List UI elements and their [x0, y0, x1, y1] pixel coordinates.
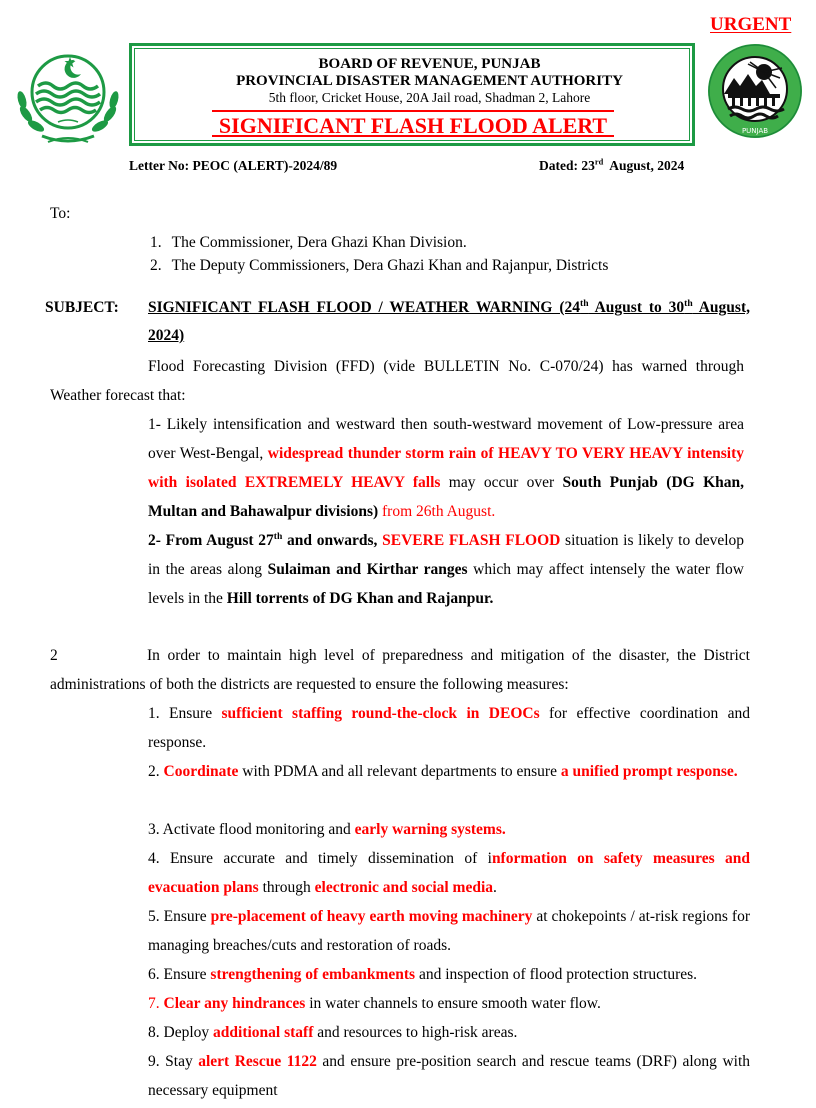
highlight-red: early warning systems. — [354, 821, 506, 838]
recipient-item — [150, 234, 467, 252]
org-line-pdma: PROVINCIAL DISASTER MANAGEMENT AUTHORITY — [236, 73, 623, 89]
recipient-text: The Commissioner, Dera Ghazi Khan Division. — [171, 234, 467, 251]
recipient-item — [150, 257, 608, 275]
text-run: 5. Ensure — [148, 908, 211, 925]
text-bold: and onwards, — [282, 532, 383, 549]
subject-sup: th — [684, 297, 693, 309]
date-day: Dated: 23 — [539, 158, 595, 173]
text-run: . — [493, 879, 497, 896]
section-2-line: administrations of both the districts are requested to ensure the following measures: — [50, 676, 569, 693]
intro-paragraph — [50, 352, 744, 410]
measure-item-8 — [148, 1018, 750, 1047]
section-2-paragraph — [50, 641, 750, 699]
date-ordinal: rd — [594, 157, 604, 167]
subject-part: August, 2024) — [148, 299, 750, 344]
text-bold: Sulaiman and Kirthar ranges — [267, 561, 468, 578]
date-month-year: August, 2024 — [603, 158, 685, 173]
highlight-red: nformation on safety measures and evacuation plans — [148, 850, 750, 896]
subject-label: SUBJECT: — [45, 299, 119, 316]
highlight-red: pre-placement of heavy earth moving machinery — [210, 908, 533, 925]
highlight-red: sufficient staffing round-the-clock in DEOCs — [221, 705, 540, 722]
section-2-line: In order to maintain high level of preparedness and mitigation of the disaster, the District — [147, 647, 750, 664]
highlight-red: a unified prompt response. — [560, 763, 738, 780]
text-run: which may affect intensely the water flow levels in the — [148, 561, 744, 607]
pdma-seal-icon — [704, 42, 806, 140]
recipient-number: 1. — [150, 234, 162, 251]
urgent-label: URGENT — [710, 14, 792, 35]
subject-part: SIGNIFICANT FLASH FLOOD / WEATHER WARNING (24 — [148, 299, 581, 316]
highlight-red: alert Rescue 1122 — [198, 1053, 317, 1070]
subject-part: August to 30 — [588, 299, 685, 316]
ordinal-sup: th — [273, 530, 283, 542]
recipient-text: The Deputy Commissioners, Dera Ghazi Khan and Rajanpur, Districts — [171, 257, 609, 274]
org-address: 5th floor, Cricket House, 20A Jail road, Shadman 2, Lahore — [268, 90, 591, 105]
measure-item-3 — [148, 815, 750, 844]
letter-number: Letter No: PEOC (ALERT)-2024/89 — [129, 158, 338, 173]
measure-item-9 — [148, 1047, 750, 1105]
measure-item-4 — [148, 844, 750, 902]
text-run: and ensure pre-position search and rescue teams (DRF) along with necessary equipment — [148, 1053, 751, 1099]
highlight-red: SEVERE FLASH FLOOD — [382, 532, 561, 549]
highlight-red: from 26th August. — [378, 503, 496, 520]
text-run: 6. Ensure — [148, 966, 211, 983]
to-label: To: — [50, 205, 71, 222]
text-run: at chokepoints / at-risk regions for managing breaches/cuts and restoration of roads. — [148, 908, 750, 954]
highlight-red: widespread thunder storm rain of HEAVY TO VERY HEAVY intensity with isolated EXTREMELY HEAVY falls — [148, 445, 745, 491]
punjab-emblem-icon — [12, 42, 124, 150]
text-run: 4. Ensure accurate and timely dissemination of i — [148, 850, 492, 867]
text-run: 1- Likely intensification and westward then south-westward movement of Low-pressure area over West-Bengal, — [148, 416, 744, 462]
text-run: through — [258, 879, 315, 896]
text-run: and inspection of flood protection structures. — [415, 966, 698, 983]
measure-item-6 — [148, 960, 750, 989]
text-run: situation is likely to develop in the areas along — [148, 532, 745, 578]
text-run: may occur over — [440, 474, 563, 491]
text-bold: Hill torrents of DG Khan and Rajanpur. — [226, 590, 494, 607]
text-run: and resources to high-risk areas. — [313, 1024, 518, 1041]
measure-item-1 — [148, 699, 750, 757]
text-run: 7. — [148, 995, 164, 1012]
forecast-point-2 — [148, 526, 744, 613]
intro-line: Flood Forecasting Division (FFD) (vide BULLETIN No. C-070/24) has warned — [148, 358, 688, 375]
text-run: for effective coordination and response. — [148, 705, 750, 751]
highlight-red: Coordinate — [163, 763, 239, 780]
forecast-point-1 — [148, 410, 744, 526]
text-run: 1. Ensure — [148, 705, 222, 722]
text-bold: 2- From August 27 — [148, 532, 274, 549]
highlight-red: Clear any hindrances — [163, 995, 306, 1012]
text-run: 3. Activate flood monitoring and — [148, 821, 355, 838]
intro-line: through Weather forecast that: — [50, 358, 744, 404]
letterhead-box — [129, 43, 695, 146]
highlight-red: additional staff — [213, 1024, 314, 1041]
text-run: 9. Stay — [148, 1053, 199, 1070]
subject-sup: th — [580, 297, 589, 309]
pdma-seal-text: PUNJAB — [741, 127, 769, 135]
subject-text — [148, 294, 750, 350]
measure-item-5 — [148, 902, 750, 960]
recipient-number: 2. — [150, 257, 162, 274]
text-run: 2. — [148, 763, 164, 780]
highlight-red: strengthening of embankments — [210, 966, 416, 983]
org-line-board-of-revenue: BOARD OF REVENUE, PUNJAB — [318, 56, 541, 72]
section-2-number: 2 — [50, 647, 58, 664]
highlight-red: electronic and social media — [314, 879, 494, 896]
text-bold: South Punjab (DG Khan, Multan and Bahawalpur divisions) — [148, 474, 744, 520]
alert-title: SIGNIFICANT FLASH FLOOD ALERT — [212, 110, 614, 137]
text-run: 8. Deploy — [148, 1024, 214, 1041]
text-run: in water channels to ensure smooth water flow. — [305, 995, 601, 1012]
letter-date — [539, 158, 684, 174]
measure-item-7 — [148, 989, 750, 1018]
measure-item-2 — [148, 757, 750, 786]
text-run: with PDMA and all relevant departments to ensure — [238, 763, 561, 780]
